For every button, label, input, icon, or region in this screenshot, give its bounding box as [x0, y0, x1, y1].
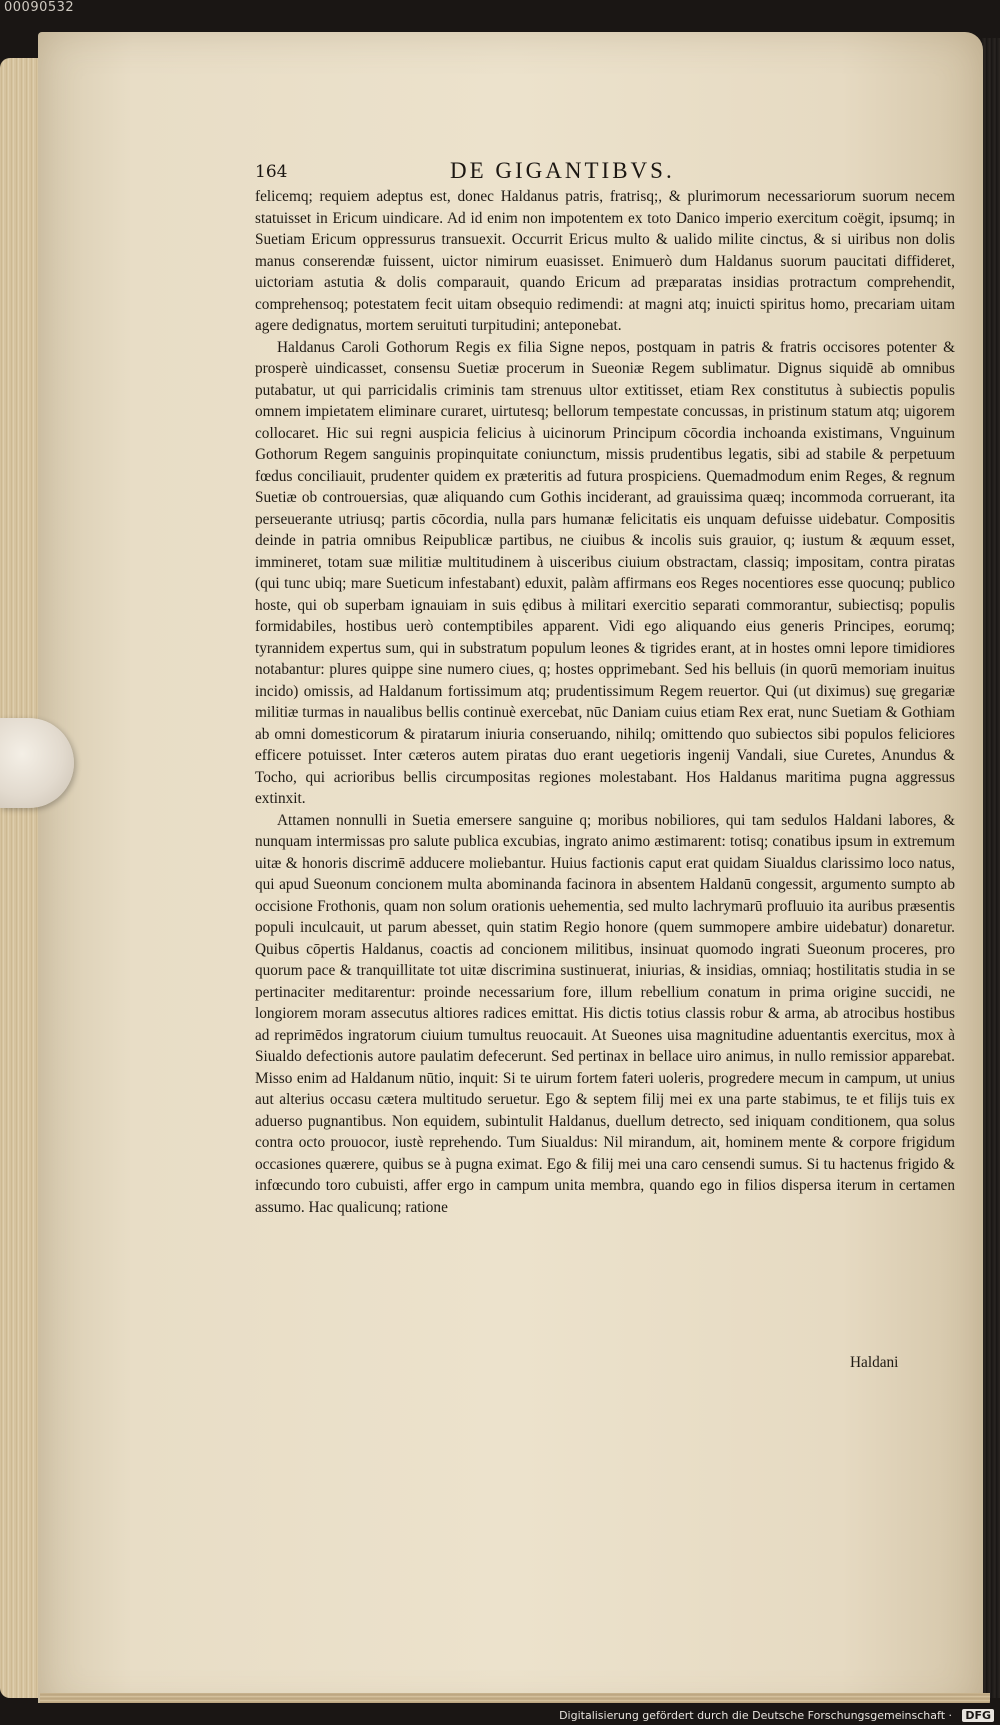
- page-edge-right: [982, 38, 1000, 1698]
- paragraph-3: Attamen nonnulli in Suetia emersere sanguine q; moribus nobiliores, qui tam sedulos Haldani labores, & nunquam intermissas pro salute publica excubias, ingrato animo æstimarent: totisq; conatibus ipsum in extremum uitæ & honoris discrimē adducere moliebantur. Huius factionis caput erat quidam Siualdus clarissimo loco natus, qui apud Sueonum concionem multa abominanda facinora in absentem Haldanū congessit, argumento sumpto ab occisione Frothonis, quam non solum orationis uehementia, sed multo lachrymarū profluuio ita auribus præsentis populi inculcauit, ut parum abesset, quin statim Regio honore (quem summopere ambire uidebatur) donaretur. Quibus cōpertis Haldanus, coactis ad concionem militibus, insinuat quomodo ingrati Sueonum proceres, pro quorum pace & tranquillitate tot uitæ discrimina sustinuerat, iniurias, & insidias, omniaq; hostilitatis studia in se pertinaciter meditarentur: proinde necessarium fore, illum rebellium conatum in prima origine succidi, ne longiorem moram assecutus altiores radices emittat. His dictis totius classis robur & arma, ab atrocibus hostibus ad reprimēdos ingratorum ciuium tumultus reuocauit. At Sueones uisa magnitudine aduentantis exercitus, mox à Siualdo defectionis autore paulatim defecerunt. Sed pertinax in bellace uiro animus, in nullo remissior apparebat. Misso enim ad Haldanum nūtio, inquit: Si te uirum fortem fateri uoleris, progredere mecum in campum, ut unius aut alterius occasu cætera multitudo seruetur. Ego & septem filij mei ex una parte stabimus, te et filijs tuis ex aduerso pugnantibus. Non equidem, subintulit Haldanus, duellum detrecto, sed iniquam conditionem, qua solus contra octo prouocor, iustè reprehendo. Tum Siualdus: Nil mirandum, ait, hominem mente & corpore frigidum occasiones quærere, quibus se à pugna eximat. Ego & filij mei una caro censendi sumus. Si tu hactenus frigido & infœcundo toro cubuisti, affer ergo in campum unita membra, quando ego in filios dispersa iterum in certamen assumo. Hac qualicunq; ratione: [255, 811, 955, 1216]
- page-number: 164: [255, 162, 288, 182]
- footer-credit: Digitalisierung gefördert durch die Deutsche Forschungsgemeinschaft ·: [559, 1709, 952, 1722]
- main-text: [255, 186, 955, 1218]
- paragraph-2: Haldanus Caroli Gothorum Regis ex filia Signe nepos, postquam in patris & fratris occisores potenter & prosperè uindicasset, consensu Suetiæ procerum in Sueoniæ Regem sublimatur. Dignus siquidē ab omnibus putabatur, ut qui parricidalis criminis tam strenuus ultor extitisset, etiam Rex constitutus à subiectis populis omnem impietatem eliminare curaret, uirtutesq; bellorum tempestate concussas, in pristinum statum atq; uigorem collocaret. Hic sui regni auspicia felicius à uicinorum Principum cōcordia inchoanda existimans, Vnguinum Gothorum Regem sanguinis propinquitate coniunctum, missis prudentibus legatis, sibi ad stabile & perpetuum fœdus conciliauit, prudenter quidem ex præteritis ad futura prospiciens. Quemadmodum enim Reges, & regnum Suetiæ ob controuersias, quæ aliquando cum Gothis inciderant, ad grauissima quæq; incommoda corruerant, ita perseuerante utriusq; partis cōcordia, nulla pars humanæ felicitatis eis unquam defuisse uidebatur. Compositis deinde in patria omnibus Reipublicæ partibus, ne ciuibus & incolis suis grauior, q; iustum & æquum esset, immineret, totam suæ militiæ multitudinem à uisceribus ciuium obstractam, classiq; impositam, contra piratas (qui tunc ubiq; mare Sueticum infestabant) eduxit, palàm affirmans eos Reges nocentiores esse quocunq; publico hoste, qui ob superbam ignauiam in suis ędibus à militari exercitio separati commorantur, subiectisq; populis formidabiles, hostibus uerò contemptibiles apparent. Vidi ego aliquando eius generis Principes, eorumq; tyrannidem expertus sum, qui in substratum populum leones & tigrides erant, at in hostes omni lepore timidiores notabantur: plures quippe sine numero ciues, q; hostes opprimebant. Sed his belluis (in quorū memoriam inuitus incido) omissis, ad Haldanum fortissimum atq; prudentissimum Regem reuertor. Qui (ut diximus) suę gregariæ militiæ turmas in naualibus bellis continuè exercebat, nūc Daniam cuius etiam Rex erat, nunc Suetiam & Gothiam ab omni domesticorum & piratarum iniuria conseruando, nihilq; omittendo quo subiectos sibi populos feliciores efficere potuisset. Inter cæteros autem piratas duo erant uegetioris ingenij Vandali, siue Curetes, Anundus & Tocho, qui acrioribus bellis circumpositas regiones molestabant. Hos Haldanus maritima pugna aggressus extinxit.: [255, 338, 955, 807]
- footer-bar: [0, 1703, 1000, 1725]
- catalog-number: 00090532: [4, 0, 75, 15]
- paragraph-1: felicemq; requiem adeptus est, donec Haldanus patris, fratrisq;, & plurimorum necessariorum suorum necem statuisset in Ericum uindicare. Ad id enim non impotentem ex toto Danico imperio exercitum coëgit, ipsumq; in Suetiam Ericum oppressurus transuexit. Occurrit Ericus multo & ualido milite cinctus, & si uiribus non dolis manus conserendæ fuissent, uictor nimirum euasisset. Enimuerò dum Haldanus suorum paucitati diffideret, uictoriam astutia & dolis comparauit, quando Ericum ad præparatas insidias protractum comprehendit, comprehensoq; potestatem fecit uitam obsequio redimendi: at magni atq; inuicti spiritus homo, precariam uitam agere dedignatus, mortem seruituti turpitudini; anteponebat.: [255, 188, 955, 334]
- catchword: Haldani: [850, 1354, 899, 1371]
- running-head: DE GIGANTIBVS.: [450, 158, 675, 183]
- dfg-logo-icon: DFG: [962, 1709, 994, 1722]
